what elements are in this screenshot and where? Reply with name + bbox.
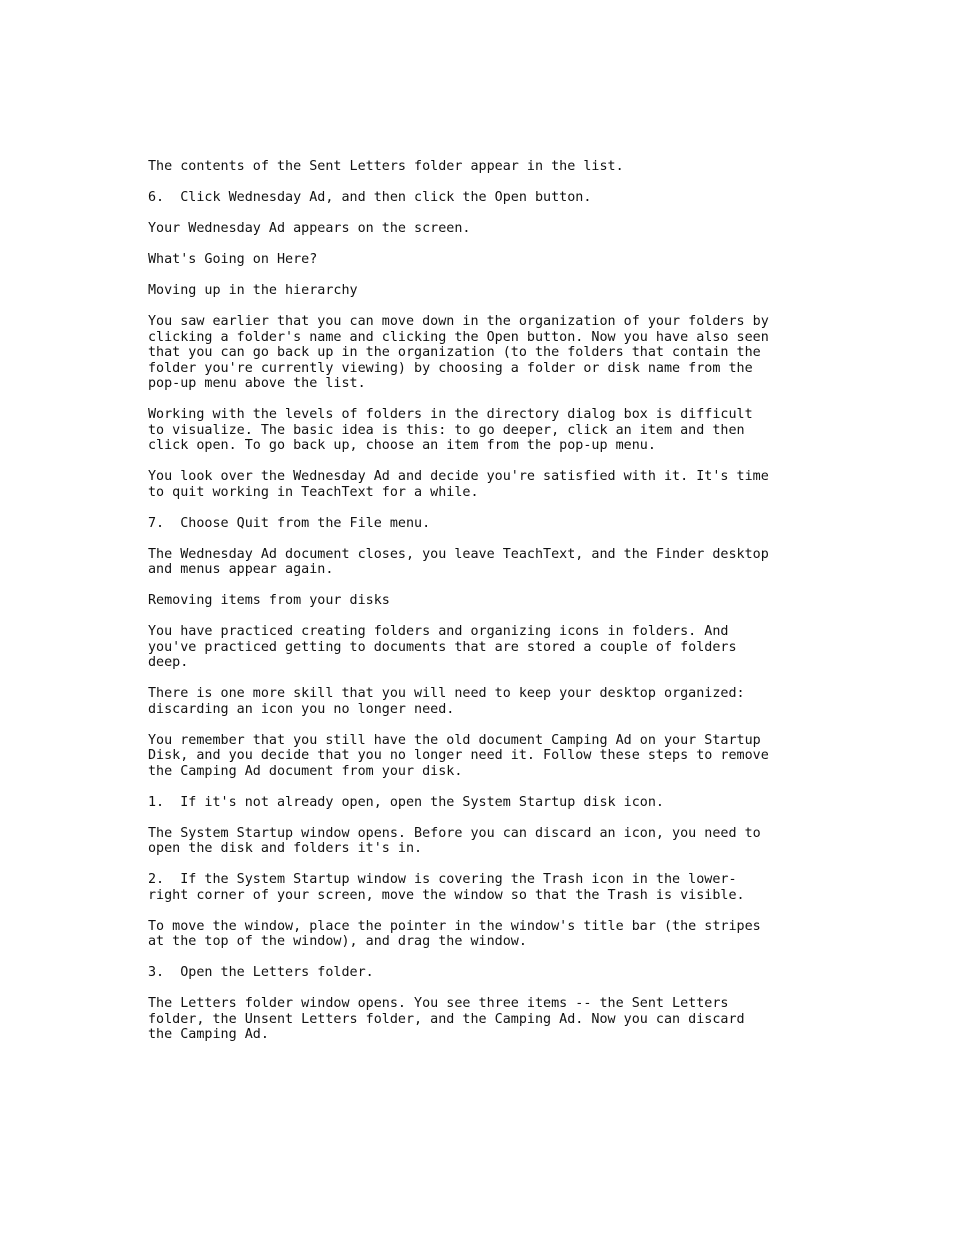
section-heading: Removing items from your disks xyxy=(148,593,390,608)
step-3: 3. Open the Letters folder. xyxy=(148,965,374,980)
step-6: 6. Click Wednesday Ad, and then click the Open button. xyxy=(148,190,592,205)
paragraph: Working with the levels of folders in the directory dialog box is difficult to visualize. The basic idea is this: to go deeper, click an item and then click open. To go back up, choose an item from the pop-up menu. xyxy=(148,407,753,453)
step-2: 2. If the System Startup window is covering the Trash icon in the lower- right corner of your screen, move the window so that the Trash is visible. xyxy=(148,872,745,903)
step-1: 1. If it's not already open, open the System Startup disk icon. xyxy=(148,794,664,810)
paragraph: You look over the Wednesday Ad and decide you're satisfied with it. It's time to quit working in TeachText for a while. xyxy=(148,469,769,500)
section-heading: What's Going on Here? xyxy=(148,252,318,267)
paragraph: The contents of the Sent Letters folder appear in the list. xyxy=(148,159,624,174)
subsection-heading: Moving up in the hierarchy xyxy=(148,283,358,298)
paragraph: You remember that you still have the old document Camping Ad on your Startup Disk, and you decide that you no longer need it. Follow these steps to remove the Camping Ad document from your disk. xyxy=(148,732,769,779)
paragraph: There is one more skill that you will need to keep your desktop organized: discarding an icon you no longer need. xyxy=(148,686,745,717)
paragraph: The Wednesday Ad document closes, you leave TeachText, and the Finder desktop and menus appear again. xyxy=(148,546,769,577)
paragraph: The System Startup window opens. Before you can discard an icon, you need to open the disk and folders it's in. xyxy=(148,825,761,856)
step-7: 7. Choose Quit from the File menu. xyxy=(148,515,431,531)
paragraph: The Letters folder window opens. You see three items -- the Sent Letters folder, the Unsent Letters folder, and the Camping Ad. Now you can discard the Camping Ad. xyxy=(148,996,745,1042)
document-page xyxy=(148,159,928,1058)
paragraph: You saw earlier that you can move down in the organization of your folders by clicking a folder's name and clicking the Open button. Now you have also seen that you can go back up in the organization (to the folders that contain the folder you're currently viewing) by choosing a folder or disk name from the pop-up menu above the list. xyxy=(148,314,769,391)
paragraph: You have practiced creating folders and organizing icons in folders. And you've practiced getting to documents that are stored a couple of folders deep. xyxy=(148,624,737,670)
paragraph: Your Wednesday Ad appears on the screen. xyxy=(148,221,471,236)
paragraph: To move the window, place the pointer in the window's title bar (the stripes at the top of the window), and drag the window. xyxy=(148,918,761,949)
